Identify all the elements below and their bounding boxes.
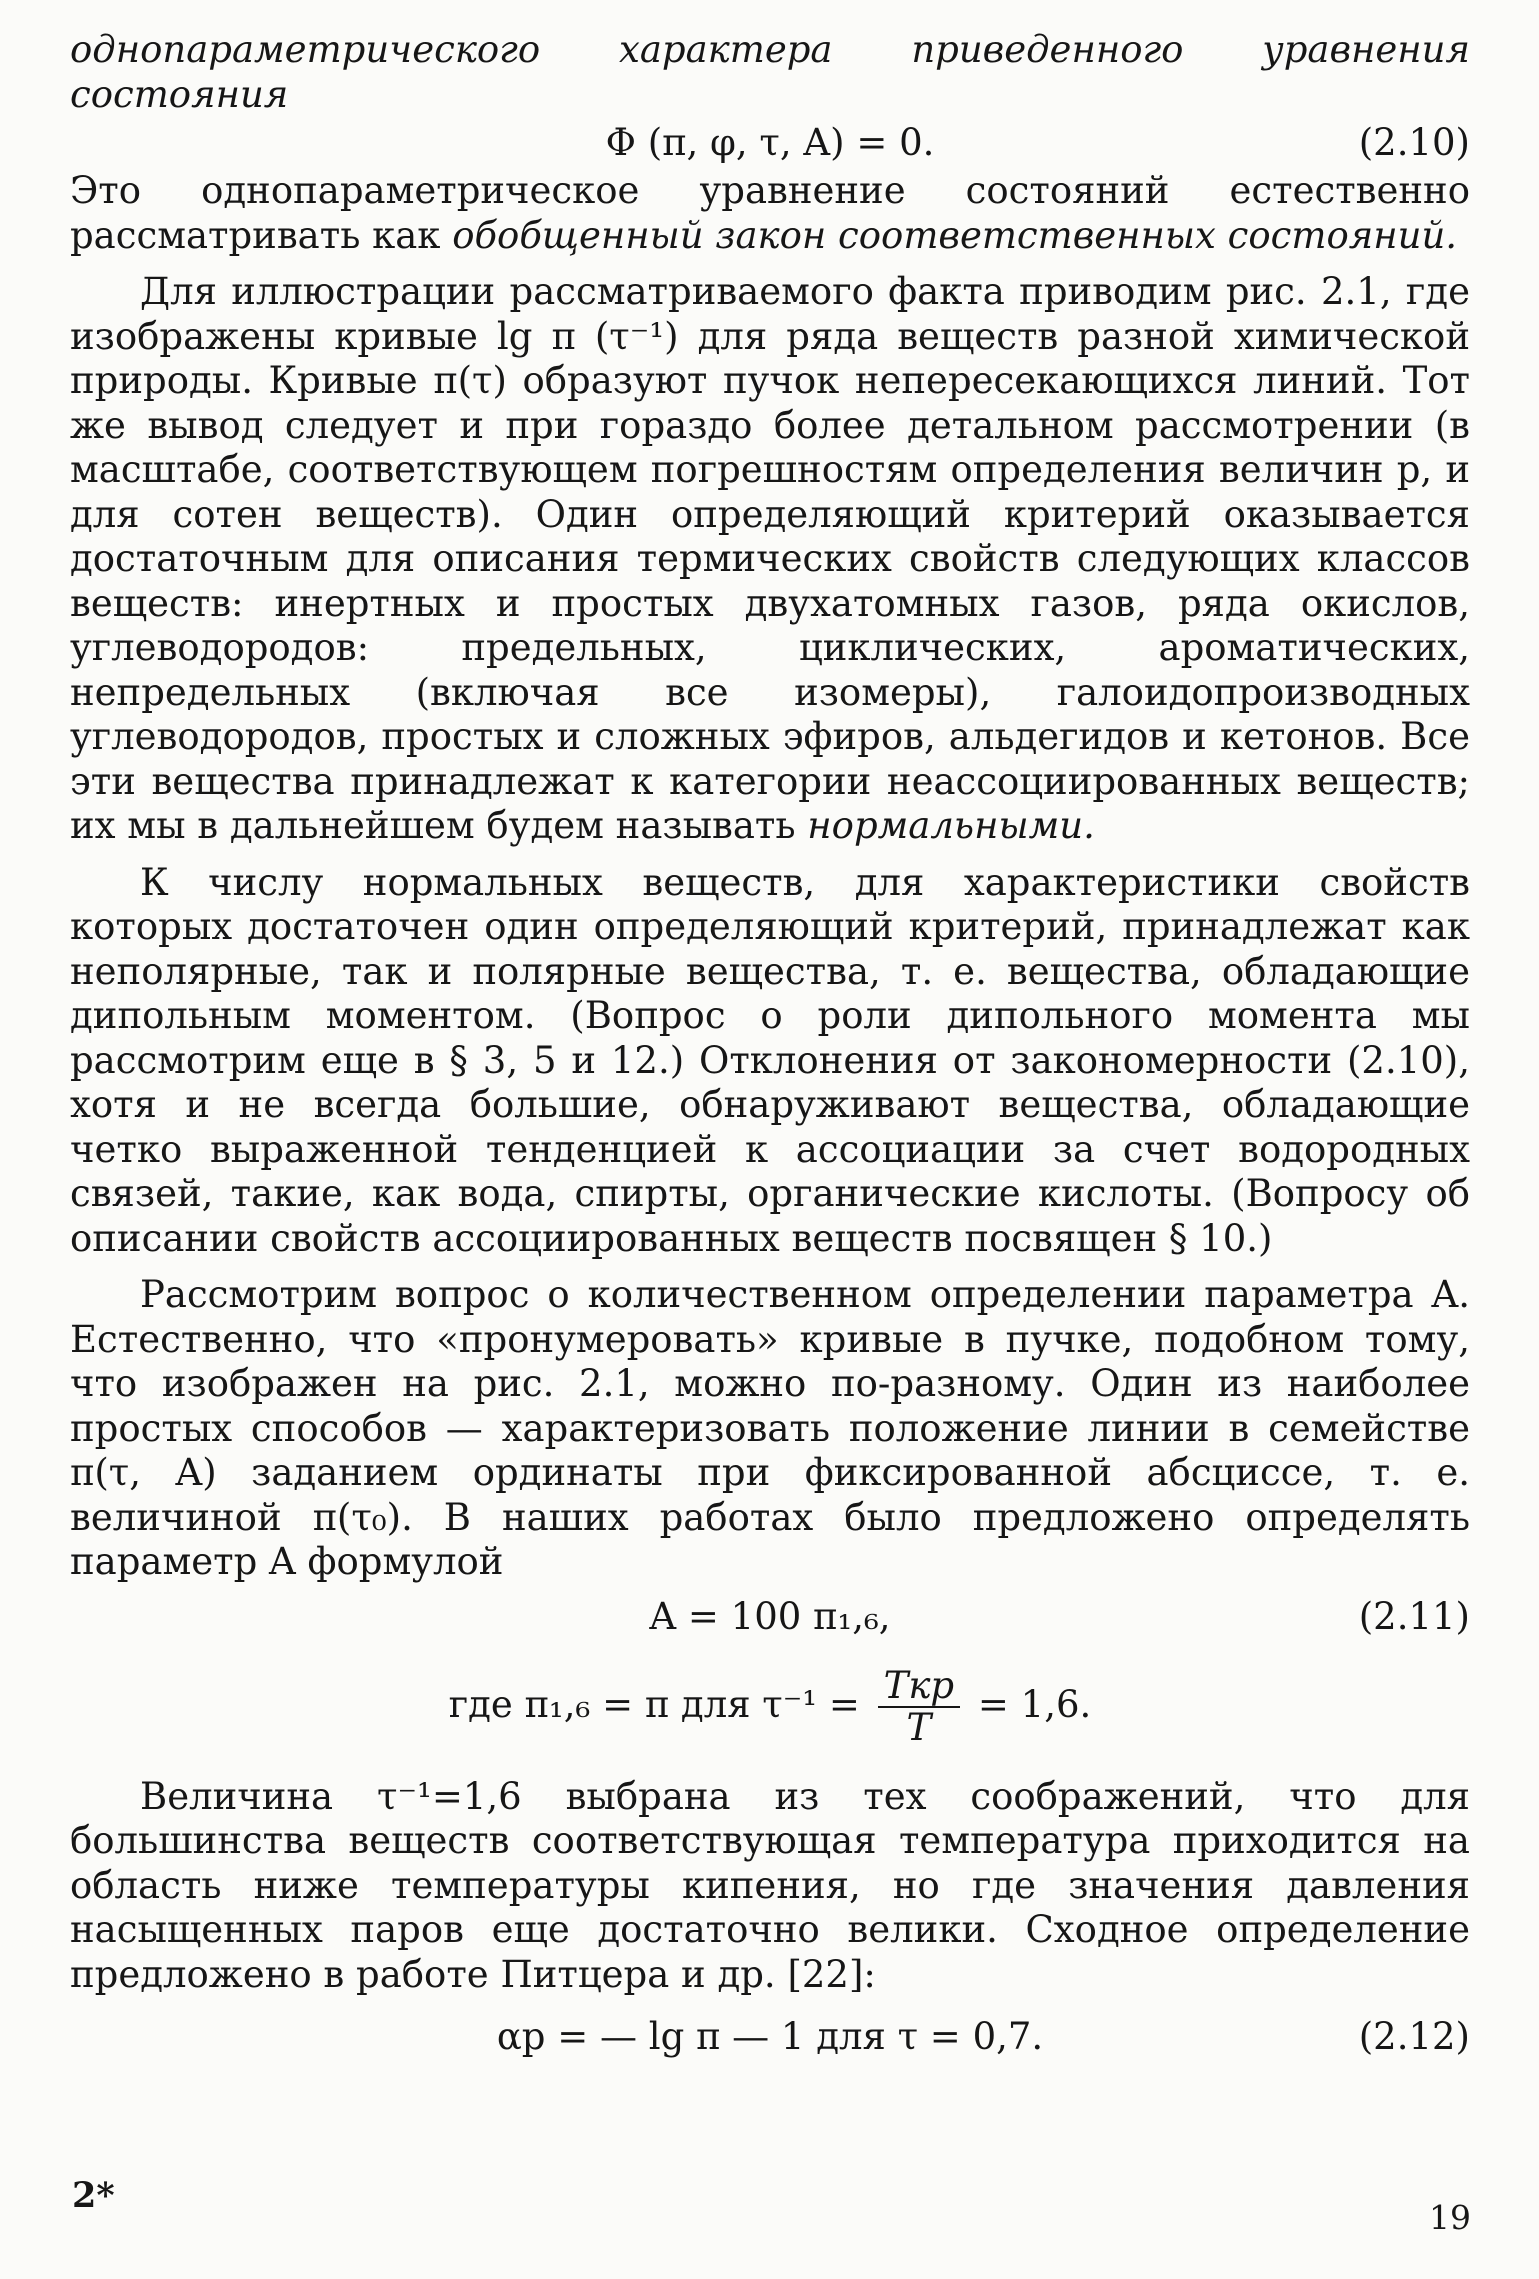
paragraph-normal-substances: К числу нормальных веществ, для характеристики свойств которых достаточен один определяющий критерий, принадлежат как неполярные, так и полярные вещества, т. е. вещества, обладающие дипольным моментом. (Вопрос о роли дипольного момента мы рассмотрим еще в § 3, 5 и 12.) Отклонения от закономерности (2.10), хотя и не всегда большие, обнаруживают вещества, обладающие четко выраженной тенденцией к ассоциации за счет водородных связей, такие, как вода, спирты, органические кислоты. (Вопросу об описании свойств ассоциированных веществ посвящен § 10.) <box>70 860 1470 1260</box>
equation-2-12 <box>70 2013 1470 2061</box>
equation-2-11-expression: A = 100 π₁,₆, <box>649 1594 891 1638</box>
paragraph-illustration-text: Для иллюстрации рассматриваемого факта приводим рис. 2.1, где изображены кривые lg π (τ⁻¹) для ряда веществ разной химической природы. Кривые π(τ) образуют пучок непересекающихся линий. Тот же вывод следует и при гораздо более детальном рассмотрении (в масштабе, соответствующем погрешностям определения величин p, и для сотен веществ). Один определяющий критерий оказывается достаточным для описания термических свойств следующих классов веществ: инертных и простых двухатомных газов, ряда окислов, углеводородов: предельных, циклических, ароматических, непредельных (включая все изомеры), галоидопроизводных углеводородов, простых и сложных эфиров, альдегидов и кетонов. Все эти вещества принадлежат к категории неассоциированных веществ; их мы в дальнейшем будем называть <box>70 270 1470 847</box>
equation-where-tail: = 1,6. <box>977 1682 1092 1726</box>
fraction-tkr-over-t <box>878 1666 960 1748</box>
fraction-denominator: T <box>906 1706 932 1749</box>
equation-2-12-number: (2.12) <box>1358 2015 1470 2058</box>
paragraph-generalized-law-text: Это однопараметрическое уравнение состояний естественно рассматривать как <box>70 169 1470 257</box>
paragraph-generalized-law <box>70 169 1470 258</box>
equation-where-lead: где π₁,₆ = π для τ⁻¹ = <box>448 1682 860 1726</box>
paragraph-generalized-law-italic: обобщенный закон соответственных состояний. <box>452 213 1458 257</box>
equation-2-11-number: (2.11) <box>1358 1594 1470 1638</box>
intro-continuation: однопараметрического характера приведенного уравнения состояния <box>70 28 1470 116</box>
signature-mark: 2* <box>72 2175 115 2216</box>
paragraph-illustration <box>70 270 1470 849</box>
equation-2-10 <box>70 119 1470 167</box>
equation-2-11 <box>70 1593 1470 1641</box>
page-number: 19 <box>1429 2198 1471 2237</box>
equation-where-definition <box>70 1651 1470 1759</box>
paragraph-illustration-italic: нормальными. <box>807 804 1095 847</box>
text-column <box>70 28 1470 2063</box>
equation-2-12-expression: αp = — lg π — 1 для τ = 0,7. <box>496 2015 1044 2058</box>
equation-2-10-expression: Φ (π, φ, τ, A) = 0. <box>605 121 935 164</box>
equation-2-10-number: (2.10) <box>1358 121 1470 164</box>
paragraph-tau-choice: Величина τ⁻¹=1,6 выбрана из тех соображений, что для большинства веществ соответствующая температура приходится на область ниже температуры кипения, но где значения давления насыщенных паров еще достаточно велики. Сходное определение предложено в работе Питцера и др. [22]: <box>70 1774 1470 1996</box>
fraction-numerator: Tкр <box>878 1666 960 1708</box>
paragraph-parameter-a: Рассмотрим вопрос о количественном определении параметра A. Естественно, что «пронумеровать» кривые в пучке, подобном тому, что изображен на рис. 2.1, можно по-разному. Один из наиболее простых способов — характеризовать положение линии в семействе π(τ, A) заданием ординаты при фиксированной абсциссе, т. е. величиной π(τ₀). В наших работах было предложено определять параметр A формулой <box>70 1273 1470 1583</box>
